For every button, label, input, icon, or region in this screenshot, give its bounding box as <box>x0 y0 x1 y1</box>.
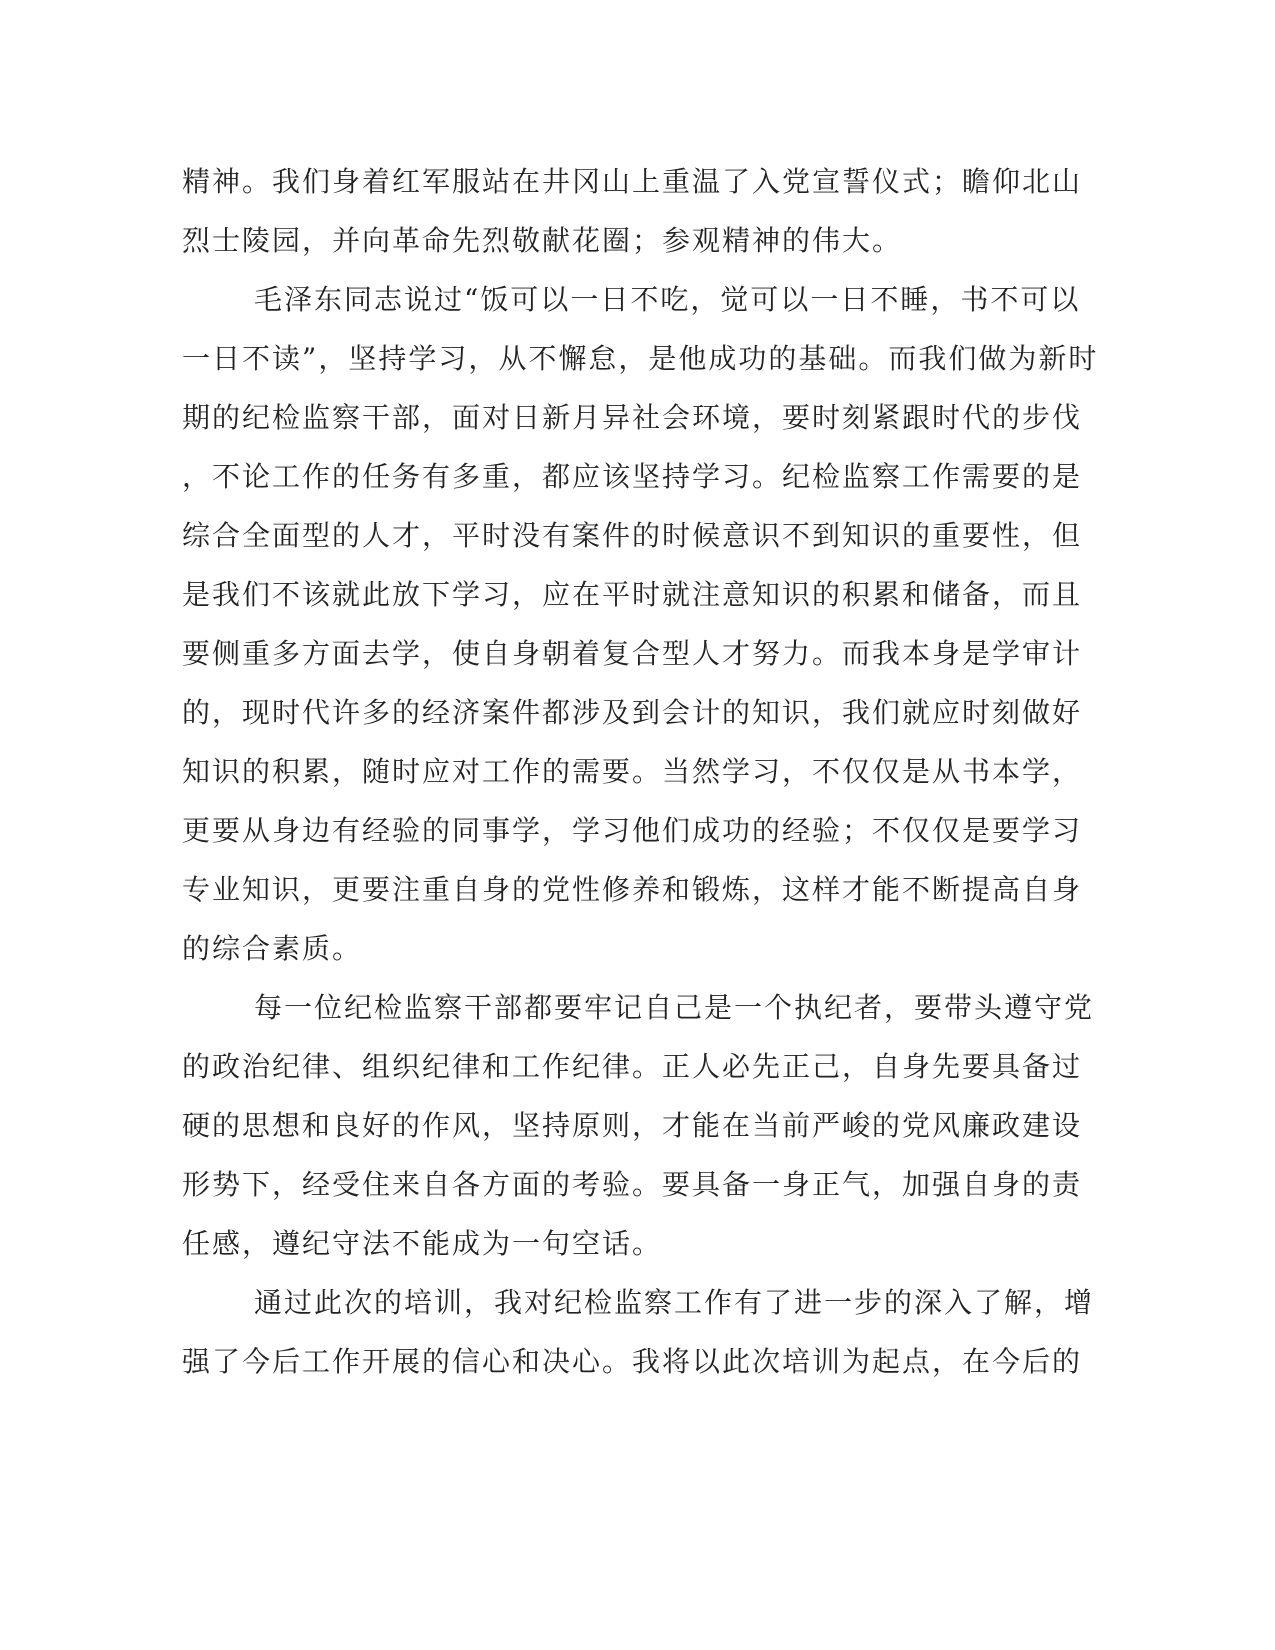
text-line: ，不论工作的任务有多重，都应该坚持学习。纪检监察工作需要的是 <box>182 460 1083 493</box>
text-line: 的综合素质。 <box>182 932 363 965</box>
paragraph-start-line: 通过此次的培训，我对纪检监察工作有了进一步的深入了解，增 <box>254 1286 1095 1319</box>
document-body <box>182 152 1099 1391</box>
paragraph-start-line: 每一位纪检监察干部都要牢记自己是一个执纪者，要带头遵守党 <box>254 991 1095 1024</box>
text-line: 形势下，经受住来自各方面的考验。要具备一身正气，加强自身的责 <box>182 1168 1083 1201</box>
text-line: 硬的思想和良好的作风，坚持原则，才能在当前严峻的党风廉政建设 <box>182 1109 1083 1142</box>
paragraph-start-line: 毛泽东同志说过“饭可以一日不吃，觉可以一日不睡，书不可以 <box>254 283 1081 316</box>
text-line: 烈士陵园，并向革命先烈敬献花圈；参观精神的伟大。 <box>182 224 903 257</box>
text-line: 知识的积累，随时应对工作的需要。当然学习，不仅仅是从书本学， <box>182 755 1083 788</box>
text-line: 的，现时代许多的经济案件都涉及到会计的知识，我们就应时刻做好 <box>182 696 1083 729</box>
text-line: 专业知识，更要注重自身的党性修养和锻炼，这样才能不断提高自身 <box>182 873 1083 906</box>
text-line: 一日不读”，坚持学习，从不懈怠，是他成功的基础。而我们做为新时 <box>182 342 1099 375</box>
text-line: 是我们不该就此放下学习，应在平时就注意知识的积累和储备，而且 <box>182 578 1083 611</box>
text-line: 期的纪检监察干部，面对日新月异社会环境，要时刻紧跟时代的步伐 <box>182 401 1083 434</box>
text-line: 任感，遵纪守法不能成为一句空话。 <box>182 1227 663 1260</box>
text-line: 要侧重多方面去学，使自身朝着复合型人才努力。而我本身是学审计 <box>182 637 1083 670</box>
text-line: 更要从身边有经验的同事学，学习他们成功的经验；不仅仅是要学习 <box>182 814 1083 847</box>
text-line: 强了今后工作开展的信心和决心。我将以此次培训为起点，在今后的 <box>182 1345 1083 1378</box>
text-line: 精神。我们身着红军服站在井冈山上重温了入党宣誓仪式；瞻仰北山 <box>182 165 1083 198</box>
text-line: 的政治纪律、组织纪律和工作纪律。正人必先正己，自身先要具备过 <box>182 1050 1083 1083</box>
text-line: 综合全面型的人才，平时没有案件的时候意识不到知识的重要性，但 <box>182 519 1083 552</box>
